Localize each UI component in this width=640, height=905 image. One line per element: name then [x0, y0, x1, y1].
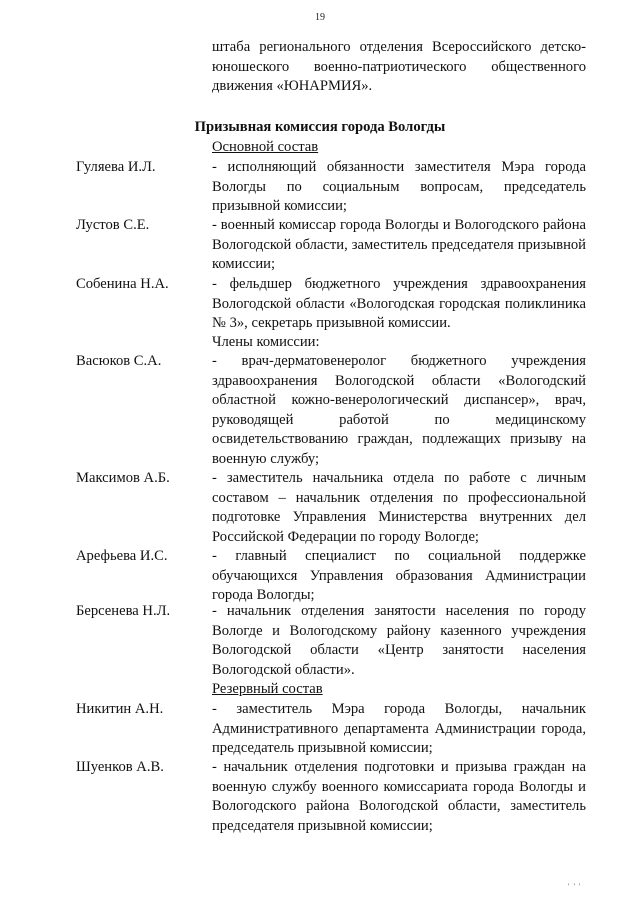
- member-description: - начальник отделения занятости населения по городу Вологде и Вологодскому району казенного учреждения Вологодской области «Центр занятости населения Вологодской области».: [212, 603, 586, 678]
- page-number: 19: [315, 12, 325, 23]
- corner-mark: ' ' ': [568, 882, 582, 891]
- member-description: - исполняющий обязанности заместителя Мэра города Вологды по социальным вопросам, председатель призывной комиссии;: [212, 159, 586, 215]
- member-name: Берсенева Н.Л.: [76, 603, 171, 619]
- member-name: Васюков С.А.: [76, 353, 162, 369]
- section-title: Призывная комиссия города Вологды: [194, 119, 446, 135]
- member-description: - начальник отделения подготовки и призыва граждан на военную службу военного комиссариата города Вологды и Вологодского района Вологодской области, заместитель председателя призывной комиссии;: [212, 759, 586, 834]
- member-name: Шуенков А.В.: [76, 759, 164, 775]
- member-name: Собенина Н.А.: [76, 276, 169, 292]
- members-label: Члены комиссии:: [212, 334, 320, 350]
- main-composition-label: Основной состав: [212, 139, 319, 155]
- member-name: Гуляева И.Л.: [76, 159, 156, 175]
- member-name: Арефьева И.С.: [76, 548, 168, 564]
- member-description: - военный комиссар города Вологды и Вологодского района Вологодской области, заместитель председателя призывной комиссии;: [212, 217, 586, 273]
- reserve-composition-label: Резервный состав: [212, 681, 323, 697]
- member-name: Лустов С.Е.: [76, 217, 150, 233]
- member-description: - врач-дерматовенеролог бюджетного учреждения здравоохранения Вологодской области «Вологодский областной кожно-венерологический диспансер», врач, руководящей работой по медицинскому освидетельствованию граждан, подлежащих призыву на военную службу;: [212, 353, 586, 467]
- member-description: - заместитель Мэра города Вологды, начальник Административного департамента Администрации города, председатель призывной комиссии;: [212, 701, 586, 757]
- member-description: - фельдшер бюджетного учреждения здравоохранения Вологодской области «Вологодская городская поликлиника № 3», секретарь призывной комиссии.: [212, 276, 586, 332]
- member-description: - заместитель начальника отдела по работе с личным составом – начальник отделения по профессиональной подготовке Управления Министерства внутренних дел Российской Федерации по городу Вологде;: [212, 470, 586, 545]
- member-name: Максимов А.Б.: [76, 470, 170, 486]
- member-name: Никитин А.Н.: [76, 701, 164, 717]
- member-description: - главный специалист по социальной поддержке обучающихся Управления образования Администрации города Вологды;: [212, 548, 586, 604]
- intro-paragraph: штаба регионального отделения Всероссийского детско-юношеского военно-патриотического общественного движения «ЮНАРМИЯ».: [212, 39, 586, 95]
